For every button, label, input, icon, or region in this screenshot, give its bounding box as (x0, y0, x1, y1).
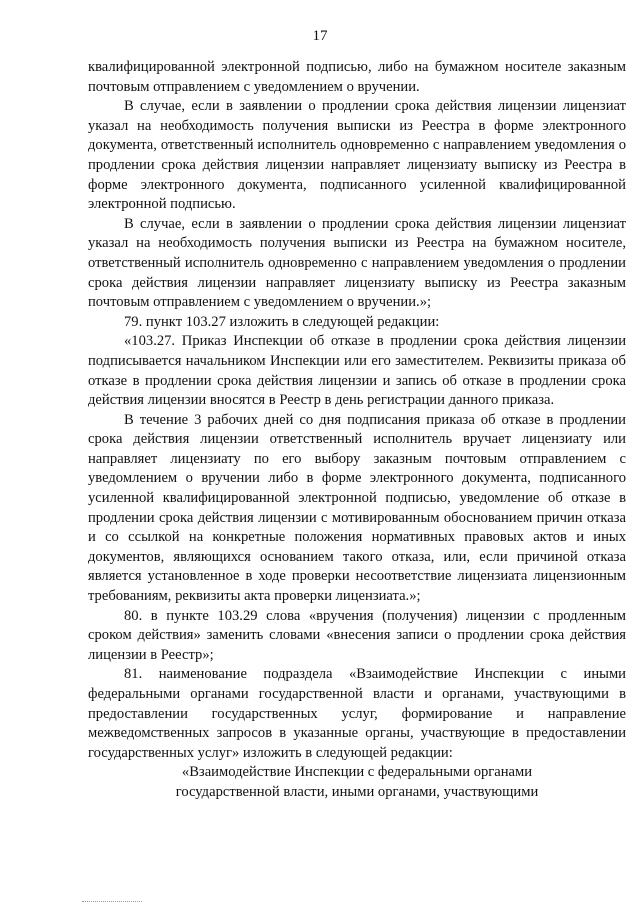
scan-artifact (82, 901, 142, 903)
numbered-item-79: 79. пункт 103.27 изложить в следующей редакции: (124, 313, 440, 330)
section-heading-line: государственной власти, иными органами, участвующими (175, 783, 539, 800)
numbered-item-81: 81. наименование подраздела «Взаимодействие Инспекции с иными федеральными органами государственной власти и органами, участвующими в предоставлении государственных услуг, формирование и направление межведомственных запросов в указанные органы, участвующие в предоставлении государственных услуг» изложить в следующей редакции: (88, 666, 626, 761)
paragraph: «103.27. Приказ Инспекции об отказе в продлении срока действия лицензии подписывается начальником Инспекции или его заместителем. Реквизиты приказа об отказе в продлении срока действия лицензии и запись об отказе в продлении срока действия лицензии вносятся в Реестр в день регистрации данного приказа. (88, 333, 626, 409)
page-number: 17 (312, 28, 328, 44)
document-body (88, 58, 626, 803)
paragraph: квалифицированной электронной подписью, либо на бумажном носителе заказным почтовым отправлением с уведомлением о вручении. (88, 59, 626, 95)
section-heading-line: «Взаимодействие Инспекции с федеральными органами (181, 764, 533, 781)
paragraph: В течение 3 рабочих дней со дня подписания приказа об отказе в продлении срока действия лицензии ответственный исполнитель вручает лицензиату или направляет лицензиату по его выбору заказным почтовым отправлением с уведомлением о вручении либо в форме электронного документа, подписанного усиленной квалифицированной электронной подписью, уведомление об отказе в продлении срока действия лицензии с мотивированным обоснованием причин отказа и со ссылкой на конкретные положения нормативных правовых актов и иных документов, являющихся основанием такого отказа, или, если причиной отказа является установленное в ходе проверки несоответствие лицензиата лицензионным требованиям, реквизиты акта проверки лицензиата.»; (88, 411, 626, 605)
paragraph: В случае, если в заявлении о продлении срока действия лицензии лицензиат указал на необходимость получения выписки из Реестра в форме электронного документа, ответственный исполнитель одновременно с направлением уведомления о продлении срока действия лицензии направляет лицензиату выписку из Реестра в форме электронного документа, подписанного усиленной квалифицированной электронной подписью. (88, 98, 626, 213)
paragraph: В случае, если в заявлении о продлении срока действия лицензии лицензиат указал на необходимость получения выписки из Реестра на бумажном носителе, ответственный исполнитель одновременно с направлением уведомления о продлении срока действия лицензии направляет лицензиату выписку из Реестра заказным почтовым отправлением с уведомлением о вручении.»; (88, 215, 626, 311)
numbered-item-80: 80. в пункте 103.29 слова «вручения (получения) лицензии с продленным сроком действия» заменить словами «внесения записи о продлении срока действия лицензии в Реестр»; (88, 607, 626, 663)
